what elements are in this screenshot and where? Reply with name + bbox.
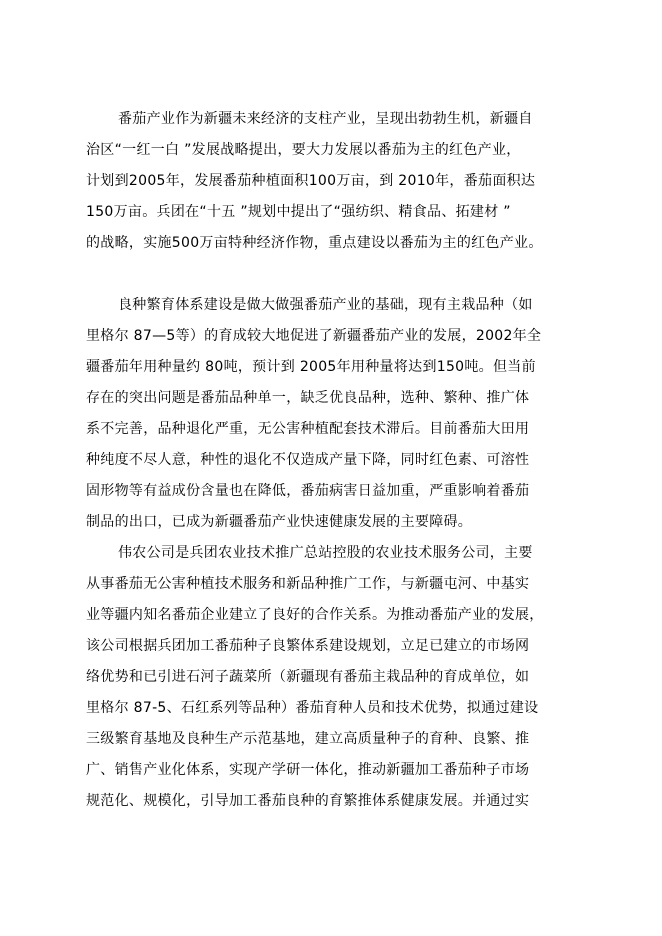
text-line: 制品的出口，已成为新疆番茄产业快速健康发展的主要障碍。 (86, 514, 473, 530)
text-line: 里格尔 87—5等）的育成较大地促进了新疆番茄产业的发展，2002年全 (86, 328, 542, 344)
text-line: 的战略，实施500万亩特种经济作物，重点建设以番茄为主的红色产业。 (86, 235, 543, 251)
text-line: 疆番茄年用种量约 80吨，预计到 2005年用种量将达到150吨。但当前 (86, 359, 536, 375)
text-line: 固形物等有益成份含量也在降低，番茄病害日益加重，严重影响着番茄 (86, 483, 530, 499)
text-line: 番茄产业作为新疆未来经济的支柱产业，呈现出勃勃生机，新疆自 (118, 111, 533, 127)
text-line: 规范化、规模化，引导加工番茄良种的育繁推体系健康发展。并通过实 (86, 793, 530, 809)
text-line: 业等疆内知名番茄企业建立了良好的合作关系。为推动番茄产业的发展， (86, 607, 544, 623)
text-line: 良种繁育体系建设是做大做强番茄产业的基础，现有主栽品种（如 (118, 297, 533, 313)
text-line: 里格尔 87-5、石红系列等品种）番茄育种人员和技术优势，拟通过建设 (86, 700, 539, 716)
text-line: 广、销售产业化体系，实现产学研一体化，推动新疆加工番茄种子市场 (86, 762, 530, 778)
text-line: 三级繁育基地及良种生产示范基地，建立高质量种子的育种、良繁、推 (86, 731, 530, 747)
text-line: 伟农公司是兵团农业技术推广总站控股的农业技术服务公司，主要 (118, 545, 533, 561)
text-line: 络优势和已引进石河子蔬菜所（新疆现有番茄主栽品种的育成单位，如 (86, 669, 530, 685)
text-line: 治区“一红一白 ”发展战略提出，要大力发展以番茄为主的红色产业， (86, 142, 521, 158)
text-line: 150万亩。兵团在“十五 ”规划中提出了“强纺织、精食品、拓建材 ” (86, 204, 511, 220)
text-line: 存在的突出问题是番茄品种单一，缺乏优良品种，选种、繁种、推广体 (86, 390, 530, 406)
text-line: 从事番茄无公害种植技术服务和新品种推广工作，与新疆屯河、中基实 (86, 576, 530, 592)
text-line: 该公司根据兵团加工番茄种子良繁体系建设规划，立足已建立的市场网 (86, 638, 530, 654)
paragraph-3 (86, 538, 576, 817)
text-line: 系不完善，品种退化严重，无公害种植配套技术滞后。目前番茄大田用 (86, 421, 530, 437)
text-line: 计划到2005年，发展番茄种植面积100万亩，到 2010年，番茄面积达 (86, 173, 536, 189)
text-line: 种纯度不尽人意，种性的退化不仅造成产量下降，同时红色素、可溶性 (86, 452, 530, 468)
paragraph-1 (86, 104, 576, 259)
paragraph-2 (86, 290, 576, 538)
